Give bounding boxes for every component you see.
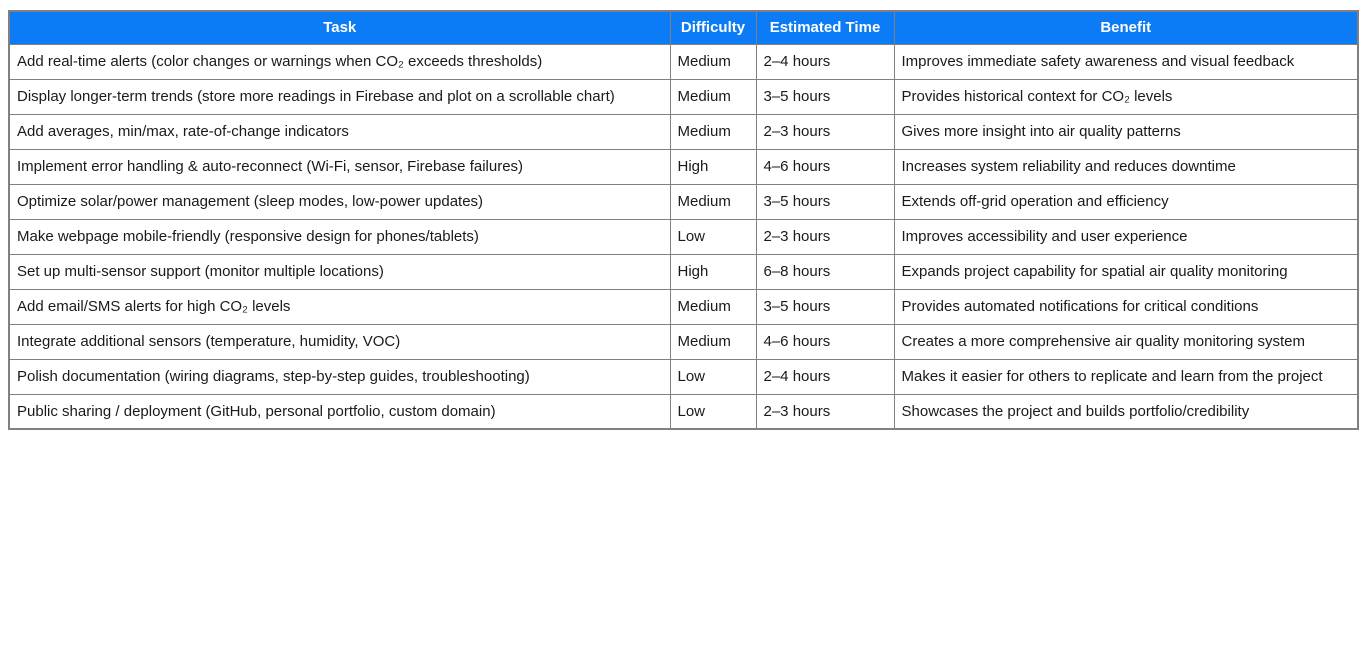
- table-row: [9, 79, 1358, 114]
- task-cell: Integrate additional sensors (temperature, humidity, VOC): [9, 324, 670, 359]
- time-cell: 3–5 hours: [756, 79, 894, 114]
- difficulty-cell: Medium: [670, 289, 756, 324]
- difficulty-cell: High: [670, 149, 756, 184]
- difficulty-cell: Medium: [670, 184, 756, 219]
- table-row: [9, 44, 1358, 79]
- time-cell: 3–5 hours: [756, 184, 894, 219]
- benefit-cell: Improves immediate safety awareness and visual feedback: [894, 44, 1358, 79]
- task-cell: Display longer-term trends (store more readings in Firebase and plot on a scrollable chart): [9, 79, 670, 114]
- task-cell: Add email/SMS alerts for high CO₂ levels: [9, 289, 670, 324]
- difficulty-cell: Medium: [670, 114, 756, 149]
- benefit-cell: Showcases the project and builds portfolio/credibility: [894, 394, 1358, 429]
- difficulty-cell: Medium: [670, 44, 756, 79]
- difficulty-cell: Low: [670, 219, 756, 254]
- table-row: [9, 254, 1358, 289]
- table-row: [9, 149, 1358, 184]
- task-cell: Add averages, min/max, rate-of-change indicators: [9, 114, 670, 149]
- task-cell: Optimize solar/power management (sleep modes, low-power updates): [9, 184, 670, 219]
- difficulty-cell: Medium: [670, 324, 756, 359]
- time-cell: 4–6 hours: [756, 324, 894, 359]
- benefit-cell: Improves accessibility and user experience: [894, 219, 1358, 254]
- table-row: [9, 359, 1358, 394]
- column-header-task: Task: [9, 11, 670, 44]
- benefit-cell: Provides historical context for CO₂ levels: [894, 79, 1358, 114]
- task-cell: Make webpage mobile-friendly (responsive design for phones/tablets): [9, 219, 670, 254]
- benefit-cell: Extends off-grid operation and efficiency: [894, 184, 1358, 219]
- time-cell: 3–5 hours: [756, 289, 894, 324]
- difficulty-cell: Low: [670, 359, 756, 394]
- header-row: [9, 11, 1358, 44]
- benefit-cell: Makes it easier for others to replicate and learn from the project: [894, 359, 1358, 394]
- time-cell: 2–4 hours: [756, 359, 894, 394]
- table-row: [9, 184, 1358, 219]
- table-row: [9, 324, 1358, 359]
- time-cell: 2–3 hours: [756, 394, 894, 429]
- table-row: [9, 394, 1358, 429]
- difficulty-cell: High: [670, 254, 756, 289]
- column-header-benefit: Benefit: [894, 11, 1358, 44]
- column-header-difficulty: Difficulty: [670, 11, 756, 44]
- benefit-cell: Creates a more comprehensive air quality monitoring system: [894, 324, 1358, 359]
- task-table: [8, 10, 1359, 430]
- task-cell: Add real-time alerts (color changes or warnings when CO₂ exceeds thresholds): [9, 44, 670, 79]
- table-row: [9, 219, 1358, 254]
- time-cell: 2–3 hours: [756, 219, 894, 254]
- benefit-cell: Provides automated notifications for critical conditions: [894, 289, 1358, 324]
- time-cell: 2–3 hours: [756, 114, 894, 149]
- benefit-cell: Increases system reliability and reduces downtime: [894, 149, 1358, 184]
- benefit-cell: Gives more insight into air quality patterns: [894, 114, 1358, 149]
- table-body: [9, 44, 1358, 429]
- difficulty-cell: Medium: [670, 79, 756, 114]
- time-cell: 6–8 hours: [756, 254, 894, 289]
- task-cell: Implement error handling & auto-reconnect (Wi-Fi, sensor, Firebase failures): [9, 149, 670, 184]
- table-row: [9, 114, 1358, 149]
- table-header: [9, 11, 1358, 44]
- task-cell: Public sharing / deployment (GitHub, personal portfolio, custom domain): [9, 394, 670, 429]
- column-header-estimated-time: Estimated Time: [756, 11, 894, 44]
- task-cell: Set up multi-sensor support (monitor multiple locations): [9, 254, 670, 289]
- time-cell: 4–6 hours: [756, 149, 894, 184]
- time-cell: 2–4 hours: [756, 44, 894, 79]
- difficulty-cell: Low: [670, 394, 756, 429]
- table-row: [9, 289, 1358, 324]
- task-cell: Polish documentation (wiring diagrams, step-by-step guides, troubleshooting): [9, 359, 670, 394]
- benefit-cell: Expands project capability for spatial air quality monitoring: [894, 254, 1358, 289]
